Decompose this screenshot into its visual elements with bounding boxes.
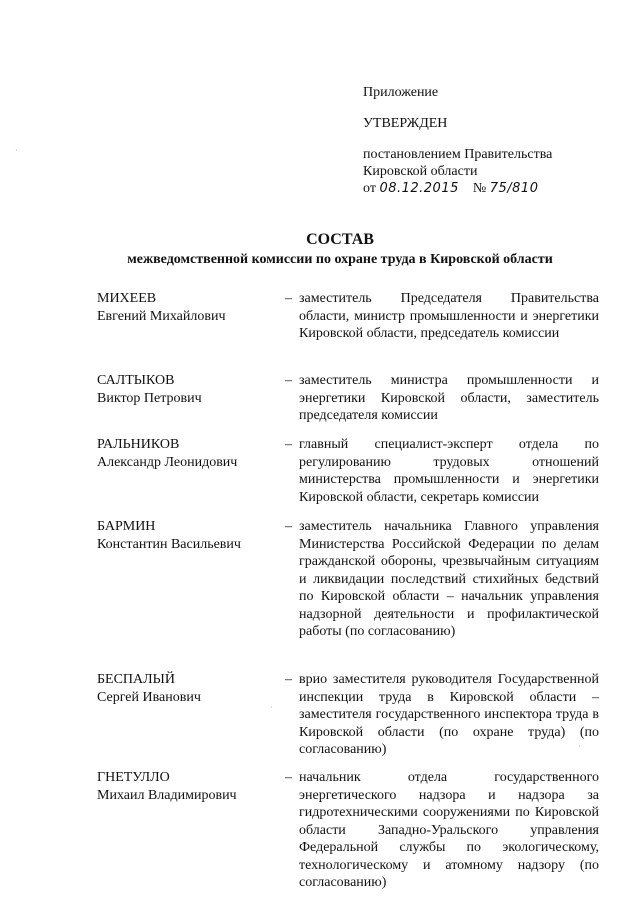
member-position: врио заместителя руководителя Государственной инспекции труда в Кировской области – заместителя государственного инспектора труда в Кировской области (по охране труда) (по согласованию): [299, 672, 599, 757]
member-given-name: Сергей Иванович: [97, 689, 201, 705]
member-surname: РАЛЬНИКОВ: [97, 437, 180, 452]
member-name: [97, 518, 282, 553]
member-position: начальник отдела государственного энергетического надзора и надзора за гидротехническими сооружениями по Кировской области Западно-Уральского управления Федеральной службы по экологическому, технологическому и атомному надзору (по согласованию): [299, 770, 599, 890]
member-dash: –: [285, 519, 292, 534]
decree-line-2: Кировской области: [363, 164, 478, 179]
member-position: заместитель министра промышленности и энергетики Кировской области, заместитель председателя комиссии: [299, 373, 599, 423]
number-prefix: №: [472, 181, 487, 196]
member-name: [97, 671, 282, 706]
member-name: [97, 769, 282, 804]
member-dash: –: [285, 672, 292, 687]
date-prefix: от: [363, 181, 376, 196]
member-surname: ГНЕТУЛЛО: [97, 770, 170, 785]
member-given-name: Виктор Петрович: [97, 390, 202, 406]
member-surname: САЛТЫКОВ: [97, 373, 175, 388]
approved-label: УТВЕРЖДЕН: [363, 116, 448, 131]
title-subtitle: межведомственной комиссии по охране труда в Кировской области: [127, 252, 553, 267]
decree-line-1: постановлением Правительства: [363, 147, 553, 162]
member-given-name: Евгений Михайлович: [97, 308, 226, 324]
member-given-name: Константин Васильевич: [97, 536, 241, 552]
scan-speck: ·: [15, 146, 18, 155]
member-given-name: Михаил Владимирович: [97, 787, 237, 803]
member-dash: –: [285, 291, 292, 306]
title-main: СОСТАВ: [306, 231, 374, 248]
member-position: главный специалист-эксперт отдела по регулированию трудовых отношений министерства промышленности и энергетики Кировской области, секретарь комиссии: [299, 437, 599, 505]
member-surname: БЕСПАЛЫЙ: [97, 672, 175, 687]
date-value: 08.12.2015: [379, 181, 459, 196]
member-surname: МИХЕЕВ: [97, 291, 157, 306]
member-dash: –: [285, 437, 292, 452]
member-position: заместитель Председателя Правительства области, министр промышленности и энергетики Кировской области, председатель комиссии: [299, 291, 599, 341]
member-name: [97, 436, 282, 471]
member-surname: БАРМИН: [97, 519, 156, 534]
appendix-label: Приложение: [363, 85, 439, 100]
member-name: [97, 372, 282, 407]
member-given-name: Александр Леонидович: [97, 454, 238, 470]
member-dash: –: [285, 373, 292, 388]
scan-speck: ·: [270, 703, 273, 712]
member-dash: –: [285, 770, 292, 785]
member-name: [97, 290, 282, 325]
scan-speck: ·: [578, 742, 581, 751]
number-value: 75/810: [489, 181, 539, 196]
member-position: заместитель начальника Главного управления Министерства Российской Федерации по делам гражданской обороны, чрезвычайным ситуациям и ликвидации последствий стихийных бедствий по Кировской области – начальник управления надзорной деятельности и профилактической работы (по согласованию): [299, 519, 599, 639]
